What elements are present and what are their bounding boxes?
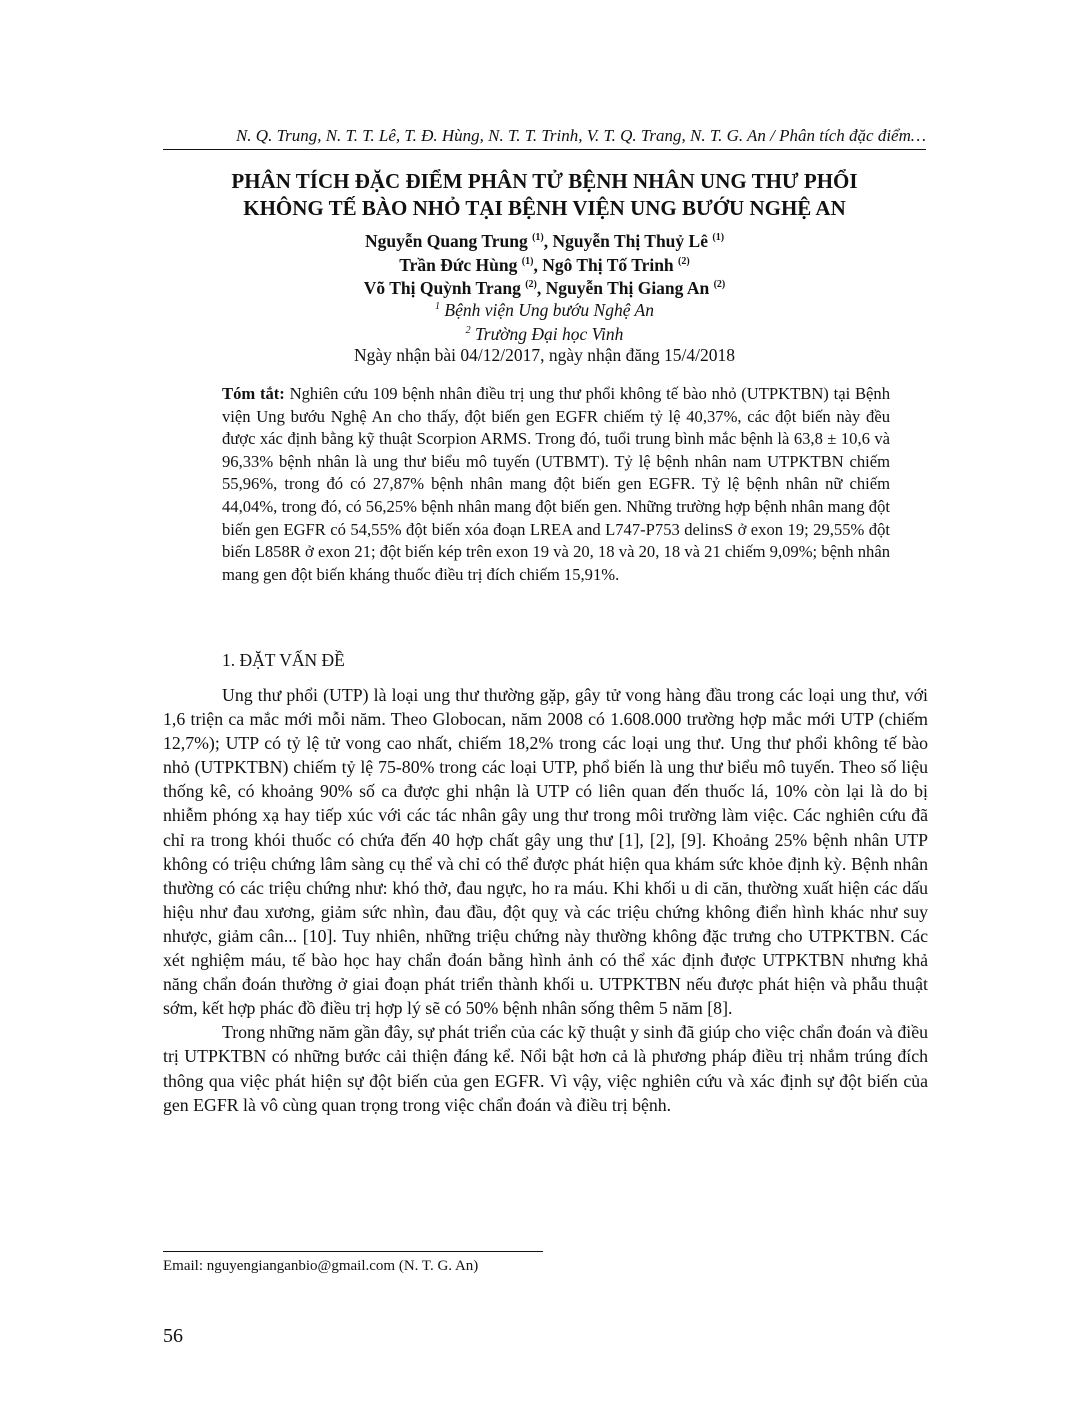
affiliation-number: 2 bbox=[465, 324, 471, 336]
footnote-email: Email: nguyengianganbio@gmail.com (N. T. G. An) bbox=[163, 1258, 479, 1274]
paragraph-2: Trong những năm gần đây, sự phát triển của các kỹ thuật y sinh đã giúp cho việc chẩn đoán và điều trị UTPKTBN có những bước cải thiện đáng kể. Nổi bật hơn cả là phương pháp điều trị nhắm trúng đích thông qua việc phát hiện sự đột biến của gen EGFR. Vì vậy, việc nghiên cứu và xác định sự đột biến của gen EGFR là vô cùng quan trọng trong việc chẩn đoán và điều trị bệnh. bbox=[163, 1022, 928, 1115]
author-line-3: Võ Thị Quỳnh Trang $^{(2)}$, Nguyễn Thị Giang An $^{(2)}$ bbox=[363, 278, 726, 298]
article-title bbox=[163, 168, 926, 222]
author-name: Trần Đức Hùng bbox=[399, 254, 518, 275]
affiliation-2 bbox=[163, 323, 926, 347]
paragraph-1: Ung thư phổi (UTP) là loại ung thư thường gặp, gây tử vong hàng đầu trong các loại ung thư, với 1,6 triện ca mắc mới mỗi năm. Theo Globocan, năm 2008 có 1.608.000 trường hợp mắc mới UTP (chiếm 12,7%); UTP có tỷ lệ tử vong cao nhất, chiếm 18,2% trong các loại ung thư. Ung thư phổi không tế bào nhỏ (UTPKTBN) chiếm tỷ lệ 75-80% trong các loại UTP, phổ biến là ung thư biểu mô tuyến. Theo số liệu thống kê, có khoảng 90% số ca được ghi nhận là UTP có liên quan đến thuốc lá, 10% còn lại là do bị nhiễm phóng xạ hay tiếp xúc với các tác nhân gây ung thư trong môi trường làm việc. Các nghiên cứu đã chỉ ra trong khói thuốc có chứa đến 40 hợp chất gây ung thư [1], [2], [9]. Khoảng 25% bệnh nhân UTP không có triệu chứng lâm sàng cụ thể và chỉ có thể được phát hiện qua khám sức khỏe định kỳ. Bệnh nhân thường có các triệu chứng như: khó thở, đau ngực, ho ra máu. Khi khối u di căn, thường xuất hiện các dấu hiệu như đau xương, giảm sức nhìn, đau đầu, đột quỵ và các triệu chứng không điển hình khác như suy nhược, giảm cân... [10]. Tuy nhiên, những triệu chứng này thường không đặc trưng cho UTPKTBN. Các xét nghiệm máu, tế bào học hay chẩn đoán bằng hình ảnh có thể xác định được UTPKTBN nhưng khả năng chẩn đoán thường ở giai đoạn phát triển thành khối u. UTPKTBN nếu được phát hiện và phẫu thuật sớm, kết hợp phác đồ điều trị hợp lý sẽ có 50% bệnh nhân sống thêm 5 năm [8]. bbox=[163, 685, 928, 1019]
affiliation-name: Bệnh viện Ung bướu Nghệ An bbox=[444, 300, 654, 320]
page-number: 56 bbox=[163, 1325, 183, 1347]
footnote-rule bbox=[163, 1251, 543, 1252]
received-accepted-dates: Ngày nhận bài 04/12/2017, ngày nhận đăng 15/4/2018 bbox=[353, 345, 736, 365]
header-rule bbox=[163, 149, 926, 150]
author-affiliation-mark: (1) bbox=[521, 255, 534, 267]
author-affiliation-mark: (2) bbox=[713, 279, 726, 290]
abstract bbox=[222, 383, 890, 586]
author-line-2: Trần Đức Hùng $^{(1)}$, Ngô Thị Tố Trinh $^{(2)}$ bbox=[399, 254, 690, 275]
body-text bbox=[163, 683, 928, 1117]
author-affiliation-mark: (2) bbox=[525, 279, 537, 290]
abstract-text: Nghiên cứu 109 bệnh nhân điều trị ung thư phổi không tế bào nhỏ (UTPKTBN) tại Bệnh viện Ung bướu Nghệ An cho thấy, đột biến gen EGFR chiếm tỷ lệ 40,37%, các đột biến này đều được xác định bằng kỹ thuật Scorpion ARMS. Trong đó, tuổi trung bình mắc bệnh là 63,8 ± 10,6 và 96,33% bệnh nhân là ung thư biểu mô tuyến (UTBMT). Tỷ lệ bệnh nhân nam UTPKTBN chiếm 55,96%, trong đó có 27,87% bệnh nhân mang đột biến gen EGFR. Tỷ lệ bệnh nhân nữ chiếm 44,04%, trong đó, có 56,25% bệnh nhân mang đột biến gen. Những trường hợp bệnh nhân mang đột biến gen EGFR có 54,55% đột biến xóa đoạn LREA and L747-P753 delinsS ở exon 19; 29,55% đột biến L858R ở exon 21; đột biến kép trên exon 19 và 20, 18 và 20, 18 và 21 chiếm 9,09%; bệnh nhân mang gen đột biến kháng thuốc điều trị đích chiếm 15,91%. bbox=[222, 384, 890, 584]
affiliation-number: 1 bbox=[435, 301, 441, 312]
author-line-1: Nguyễn Quang Trung $^{(1)}$, Nguyễn Thị Thuỷ Lê $^{(1)}$ bbox=[364, 231, 725, 251]
author-list bbox=[163, 230, 926, 301]
author-affiliation-mark: (1) bbox=[532, 232, 544, 243]
author-name: Nguyễn Thị Giang An bbox=[545, 278, 710, 298]
author-affiliation-mark: (2) bbox=[678, 255, 690, 267]
author-name: Võ Thị Quỳnh Trang bbox=[363, 278, 521, 298]
title-line-2: KHÔNG TẾ BÀO NHỎ TẠI BỆNH VIỆN UNG BƯỚU NGHỆ AN bbox=[243, 196, 846, 220]
author-name: Nguyễn Quang Trung bbox=[364, 231, 528, 251]
author-name: Ngô Thị Tố Trinh bbox=[542, 254, 674, 275]
title-line-1: PHÂN TÍCH ĐẶC ĐIỂM PHÂN TỬ BỆNH NHÂN UNG THƯ PHỔI bbox=[231, 169, 858, 193]
affiliation-1 bbox=[163, 299, 926, 323]
author-affiliation-mark: (1) bbox=[712, 232, 725, 243]
author-name: Nguyễn Thị Thuỷ Lê bbox=[552, 231, 708, 251]
running-header: N. Q. Trung, N. T. T. Lê, T. Đ. Hùng, N. T. T. Trinh, V. T. Q. Trang, N. T. G. An / Phân tích đặc điểm… bbox=[235, 126, 926, 145]
abstract-label: Tóm tắt: bbox=[222, 384, 285, 403]
affiliation-name: Trường Đại học Vinh bbox=[475, 323, 624, 344]
affiliations bbox=[163, 299, 926, 346]
section-heading: 1. ĐẶT VẤN ĐỀ bbox=[222, 650, 345, 670]
